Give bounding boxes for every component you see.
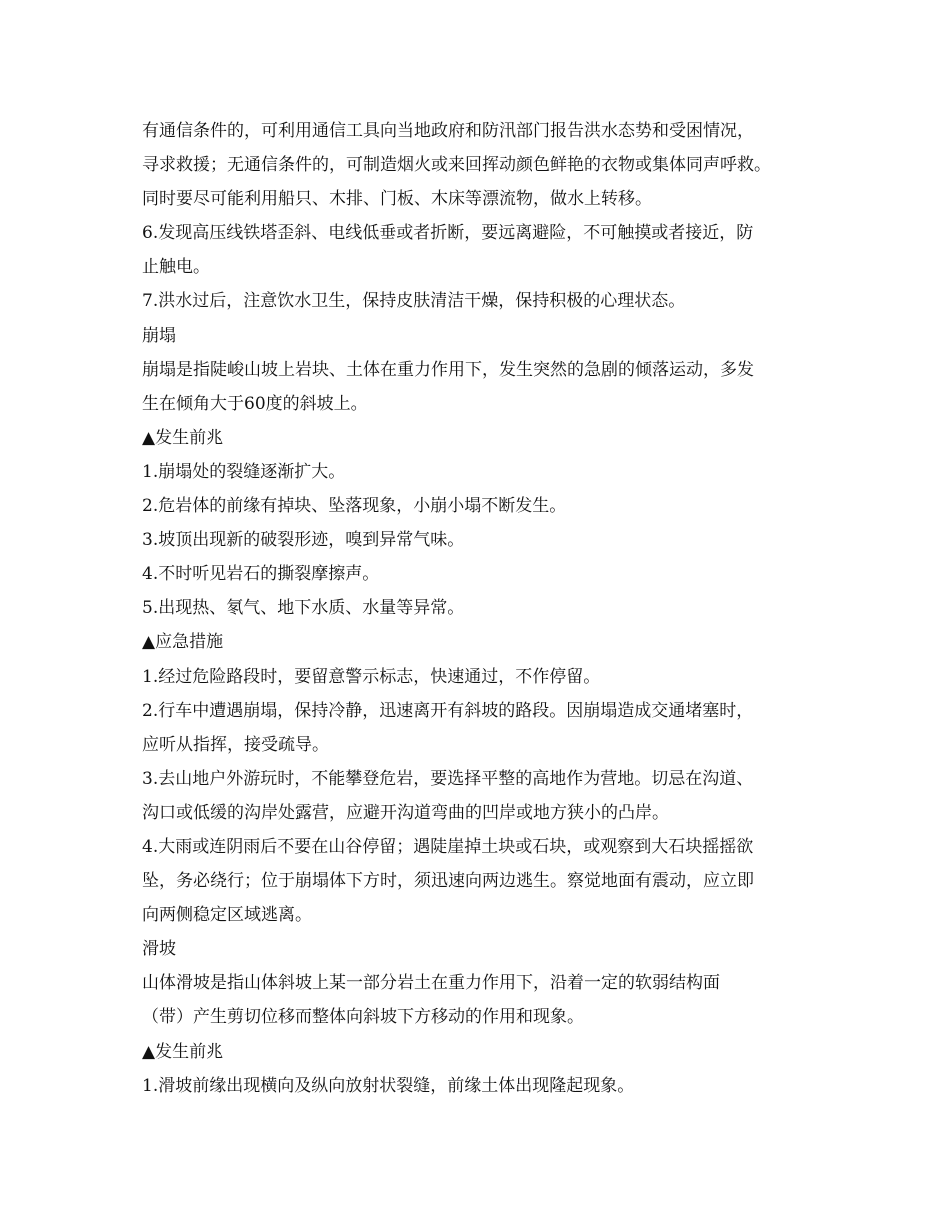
text-line: 沟口或低缓的沟岸处露营，应避开沟道弯曲的凹岸或地方狭小的凸岸。	[142, 802, 669, 823]
section-heading-landslide: 滑坡	[142, 939, 176, 960]
collapse-definition: 崩塌是指陡峻山坡上岩块、土体在重力作用下，发生突然的急剧的倾落运动，多发	[142, 359, 754, 380]
list-item: 4.不时听见岩石的撕裂摩擦声。	[142, 564, 380, 585]
section-heading-collapse: 崩塌	[142, 325, 176, 346]
text-line: 向两侧稳定区域逃离。	[142, 905, 312, 926]
text-line: 寻求救援；无通信条件的，可制造烟火或来回挥动颜色鲜艳的衣物或集体同声呼救。	[142, 155, 771, 176]
text-line: 有通信条件的，可利用通信工具向当地政府和防汛部门报告洪水态势和受困情况，	[142, 121, 754, 141]
list-item: 3.去山地户外游玩时，不能攀登危岩，要选择平整的高地作为营地。切忌在沟道、	[142, 768, 754, 789]
list-item: 1.崩塌处的裂缝逐渐扩大。	[142, 461, 346, 482]
list-item: 3.坡顶出现新的破裂形迹，嗅到异常气味。	[142, 530, 465, 551]
subheading-warning-signs: ▲发生前兆	[142, 1041, 224, 1062]
document-body	[142, 114, 822, 1103]
list-item: 1.经过危险路段时，要留意警示标志，快速通过，不作停留。	[142, 666, 601, 687]
list-item: 1.滑坡前缘出现横向及纵向放射状裂缝，前缘土体出现隆起现象。	[142, 1075, 635, 1096]
text-line: 止触电。	[142, 257, 210, 278]
landslide-definition: 山体滑坡是指山体斜坡上某一部分岩土在重力作用下，沿着一定的软弱结构面	[142, 973, 720, 994]
text-line: （带）产生剪切位移而整体向斜坡下方移动的作用和现象。	[142, 1007, 584, 1028]
list-item-7: 7.洪水过后，注意饮水卫生，保持皮肤清洁干燥，保持积极的心理状态。	[142, 291, 686, 312]
list-item: 2.行车中遭遇崩塌，保持冷静，迅速离开有斜坡的路段。因崩塌造成交通堵塞时，	[142, 700, 754, 721]
subheading-emergency-measures: ▲应急措施	[142, 632, 224, 653]
text-line: 坠，务必绕行；位于崩塌体下方时，须迅速向两边逃生。察觉地面有震动，应立即	[142, 871, 754, 892]
text-line: 应听从指挥，接受疏导。	[142, 734, 329, 755]
list-item: 2.危岩体的前缘有掉块、坠落现象，小崩小塌不断发生。	[142, 496, 567, 517]
subheading-warning-signs: ▲发生前兆	[142, 427, 224, 448]
list-item: 5.出现热、氡气、地下水质、水量等异常。	[142, 598, 465, 619]
list-item: 4.大雨或连阴雨后不要在山谷停留；遇陡崖掉土块或石块，或观察到大石块摇摇欲	[142, 836, 754, 857]
text-line: 同时要尽可能利用船只、木排、门板、木床等漂流物，做水上转移。	[142, 189, 652, 210]
list-item-6: 6.发现高压线铁塔歪斜、电线低垂或者折断，要远离避险，不可触摸或者接近，防	[142, 223, 754, 244]
text-line: 生在倾角大于60度的斜坡上。	[142, 393, 368, 414]
